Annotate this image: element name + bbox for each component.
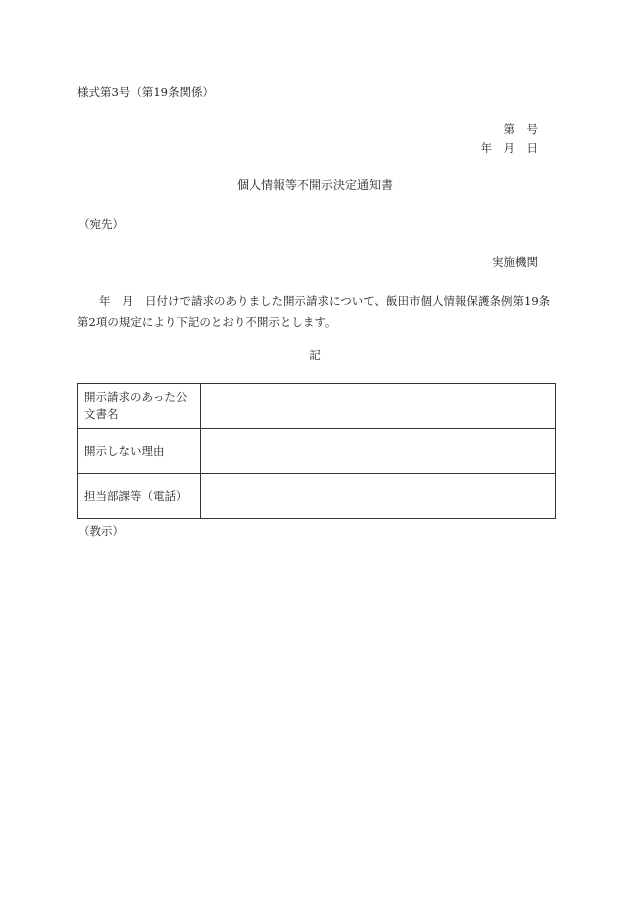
table-row [78, 429, 556, 474]
table-row [78, 384, 556, 429]
row-label: 担当部課等（電話） [78, 474, 201, 519]
instruction-note: （教示） [78, 524, 124, 538]
form-number: 様式第3号（第19条関係） [77, 85, 214, 99]
addressee: （宛先） [78, 217, 124, 231]
document-title: 個人情報等不開示決定通知書 [236, 178, 393, 192]
ki-heading: 記 [309, 348, 321, 362]
row-value [201, 384, 556, 429]
row-value [201, 429, 556, 474]
table-row [78, 474, 556, 519]
row-value [201, 474, 556, 519]
body-text: 年 月 日付けで請求のありました開示請求について、飯田市個人情報保護条例第19条第2項の規定により下記のとおり不開示とします。 [77, 294, 551, 329]
issuing-agency: 実施機関 [492, 255, 538, 269]
info-table [77, 383, 556, 519]
row-label: 開示しない理由 [78, 429, 201, 474]
document-number: 第 号 [503, 122, 538, 136]
row-label: 開示請求のあった公文書名 [78, 384, 201, 429]
document-date: 年 月 日 [480, 141, 538, 155]
